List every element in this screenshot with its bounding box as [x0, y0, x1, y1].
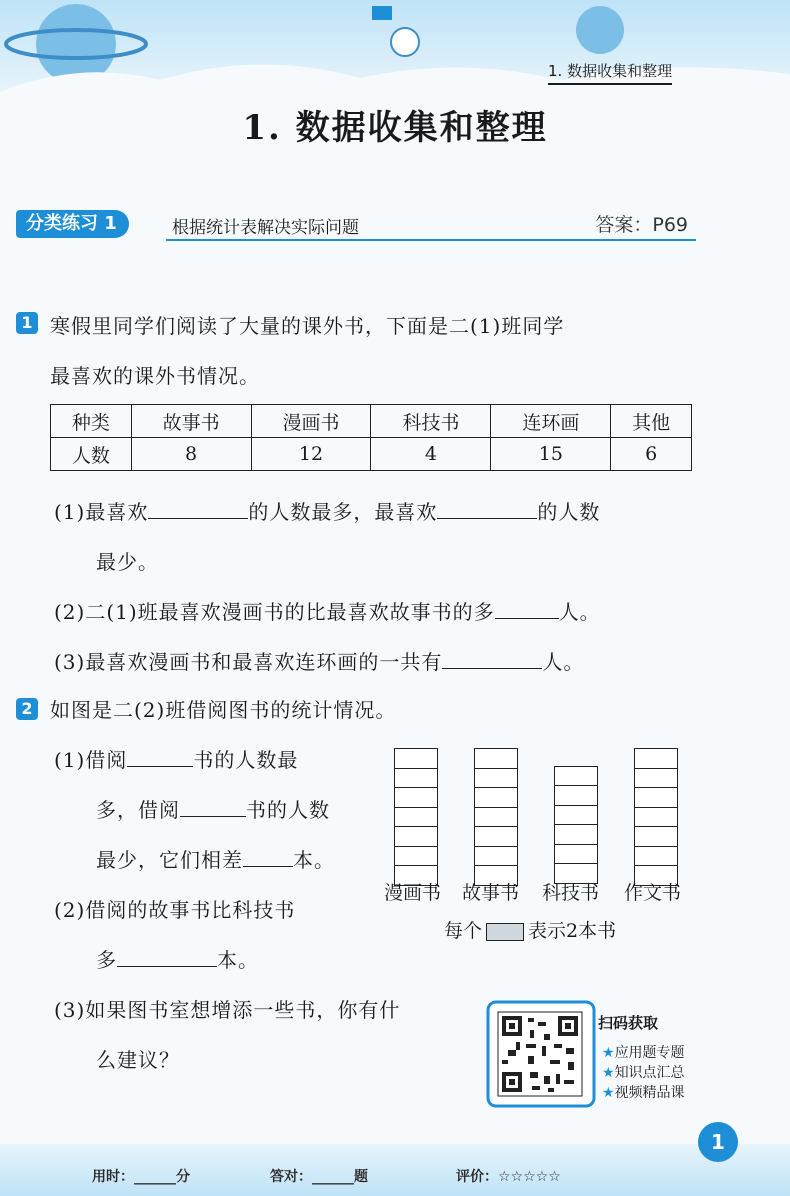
q2-sub1-part-b: 书的人数最	[193, 748, 299, 772]
chart-unit-box	[634, 826, 678, 847]
q1-sub1-part-b: 的人数最多，最喜欢	[248, 500, 438, 524]
chart-column	[554, 767, 598, 884]
chart-unit-box	[554, 766, 598, 787]
section-badge: 分类练习 1	[16, 210, 129, 238]
table-cell: 12	[251, 438, 371, 471]
q2-sub3-line-2: 么建议？	[96, 1048, 180, 1072]
qr-code-card[interactable]	[484, 1000, 598, 1108]
table-row	[51, 438, 692, 471]
q2-sub3-line-1: (3)如果图书室想增添一些书，你有什	[54, 998, 401, 1022]
chart-unit-box	[554, 805, 598, 826]
chart-unit-box	[474, 748, 518, 769]
table-header-cell: 种类	[51, 405, 132, 438]
answer-blank[interactable]	[127, 748, 193, 767]
q2-sub1-line-1	[54, 744, 298, 773]
q1-sub1-line	[54, 496, 600, 525]
chart-column	[394, 750, 438, 887]
page-number: 1	[698, 1122, 738, 1162]
footer-time: 用时：______分	[92, 1169, 190, 1185]
table-cell: 4	[371, 438, 491, 471]
legend-text-b: 表示2本书	[528, 920, 617, 942]
table-header-cell: 漫画书	[251, 405, 371, 438]
book-borrowing-chart	[384, 736, 704, 936]
footer-rating: 评价：☆☆☆☆☆	[456, 1169, 561, 1185]
star-icon: ★	[602, 1085, 615, 1101]
q1-sub1-tail: 最少。	[96, 550, 159, 574]
section-underline	[166, 239, 696, 241]
legend-text-a: 每个	[444, 920, 483, 942]
chart-unit-box	[634, 748, 678, 769]
chart-unit-box	[554, 785, 598, 806]
chart-unit-box	[474, 846, 518, 867]
q2-sub2-line-2	[96, 944, 259, 973]
q2-sub1-line-2	[96, 794, 330, 823]
list-item: ★视频精品课	[602, 1085, 685, 1101]
table-cell: 人数	[51, 438, 132, 471]
section-bar	[16, 210, 696, 240]
table-header-cell: 故事书	[131, 405, 251, 438]
q2-sub1-part-d: 书的人数	[246, 798, 330, 822]
chart-unit-box	[394, 826, 438, 847]
chart-unit-box	[634, 768, 678, 789]
q2-sub1-part-a: (1)借阅	[54, 748, 128, 772]
q2-sub1-part-c: 多，借阅	[96, 798, 180, 822]
chart-unit-box	[474, 807, 518, 828]
qr-label: 扫码获取	[598, 1014, 659, 1032]
qr-feature-list	[602, 1042, 685, 1102]
answer-reference: 答案：P69	[595, 214, 688, 236]
legend-box-icon	[486, 923, 524, 941]
table-cell: 6	[611, 438, 692, 471]
page-title: 1. 数据收集和整理	[242, 108, 548, 148]
q2-sub2-part-b: 多	[96, 948, 117, 972]
q2-sub1-part-e: 最少，它们相差	[96, 848, 243, 872]
table-header-row	[51, 405, 692, 438]
list-item: ★应用题专题	[602, 1045, 685, 1061]
q2-intro: 如图是二(2)班借阅图书的统计情况。	[50, 698, 397, 722]
q1-sub2-part-b: 人。	[558, 600, 601, 624]
chart-unit-box	[394, 846, 438, 867]
answer-blank[interactable]	[148, 500, 248, 519]
chart-unit-box	[474, 787, 518, 808]
chart-unit-box	[634, 846, 678, 867]
header-chapter-tag: 1. 数据收集和整理	[548, 60, 672, 85]
chart-unit-box	[394, 807, 438, 828]
q2-sub2-line-1: (2)借阅的故事书比科技书	[54, 898, 296, 922]
answer-blank[interactable]	[437, 500, 537, 519]
answer-blank[interactable]	[442, 650, 542, 669]
table-header-cell: 其他	[611, 405, 692, 438]
chart-category-label: 故事书	[462, 882, 520, 904]
answer-blank[interactable]	[495, 600, 559, 619]
list-item: ★知识点汇总	[602, 1065, 685, 1081]
q1-sub3-part-a: (3)最喜欢漫画书和最喜欢连环画的一共有	[54, 650, 443, 674]
chart-category-label: 漫画书	[384, 882, 442, 904]
chart-column	[634, 750, 678, 887]
chart-unit-box	[394, 787, 438, 808]
chart-unit-box	[634, 787, 678, 808]
chart-unit-box	[474, 768, 518, 789]
q1-sub1-part-c: 的人数	[537, 500, 601, 524]
q1-sub1-part-a: (1)最喜欢	[54, 500, 149, 524]
section-subtitle: 根据统计表解决实际问题	[172, 218, 359, 238]
stats-table	[50, 404, 692, 471]
q1-line-2: 最喜欢的课外书情况。	[50, 364, 260, 388]
table-cell: 8	[131, 438, 251, 471]
q2-sub1-part-f: 本。	[293, 848, 335, 872]
q2-sub2-part-c: 本。	[217, 948, 259, 972]
footer-correct: 答对：______题	[270, 1169, 368, 1185]
table-header-cell: 科技书	[371, 405, 491, 438]
q1-sub2-line	[54, 596, 601, 625]
answer-blank[interactable]	[243, 848, 293, 867]
chart-unit-box	[634, 807, 678, 828]
chart-unit-box	[554, 824, 598, 845]
chart-unit-box	[554, 844, 598, 865]
table-header-cell: 连环画	[491, 405, 611, 438]
q1-sub2-part-a: (2)二(1)班最喜欢漫画书的比最喜欢故事书的多	[54, 600, 495, 624]
table-cell: 15	[491, 438, 611, 471]
answer-blank[interactable]	[117, 948, 217, 967]
chart-unit-box	[474, 826, 518, 847]
chart-legend	[444, 916, 616, 943]
chart-category-label: 作文书	[624, 882, 682, 904]
star-icon: ★	[602, 1065, 615, 1081]
q1-line-1: 寒假里同学们阅读了大量的课外书，下面是二(1)班同学	[50, 314, 565, 338]
chart-category-label: 科技书	[542, 882, 600, 904]
star-icon: ★	[602, 1045, 615, 1061]
q1-sub3-line	[54, 646, 584, 675]
question-1-number: 1	[16, 312, 38, 334]
q1-sub3-part-b: 人。	[542, 650, 585, 674]
chart-column	[474, 750, 518, 887]
answer-blank[interactable]	[180, 798, 246, 817]
q2-sub1-line-3	[96, 844, 335, 873]
chart-unit-box	[394, 768, 438, 789]
chart-unit-box	[394, 748, 438, 769]
question-2-number: 2	[16, 698, 38, 720]
